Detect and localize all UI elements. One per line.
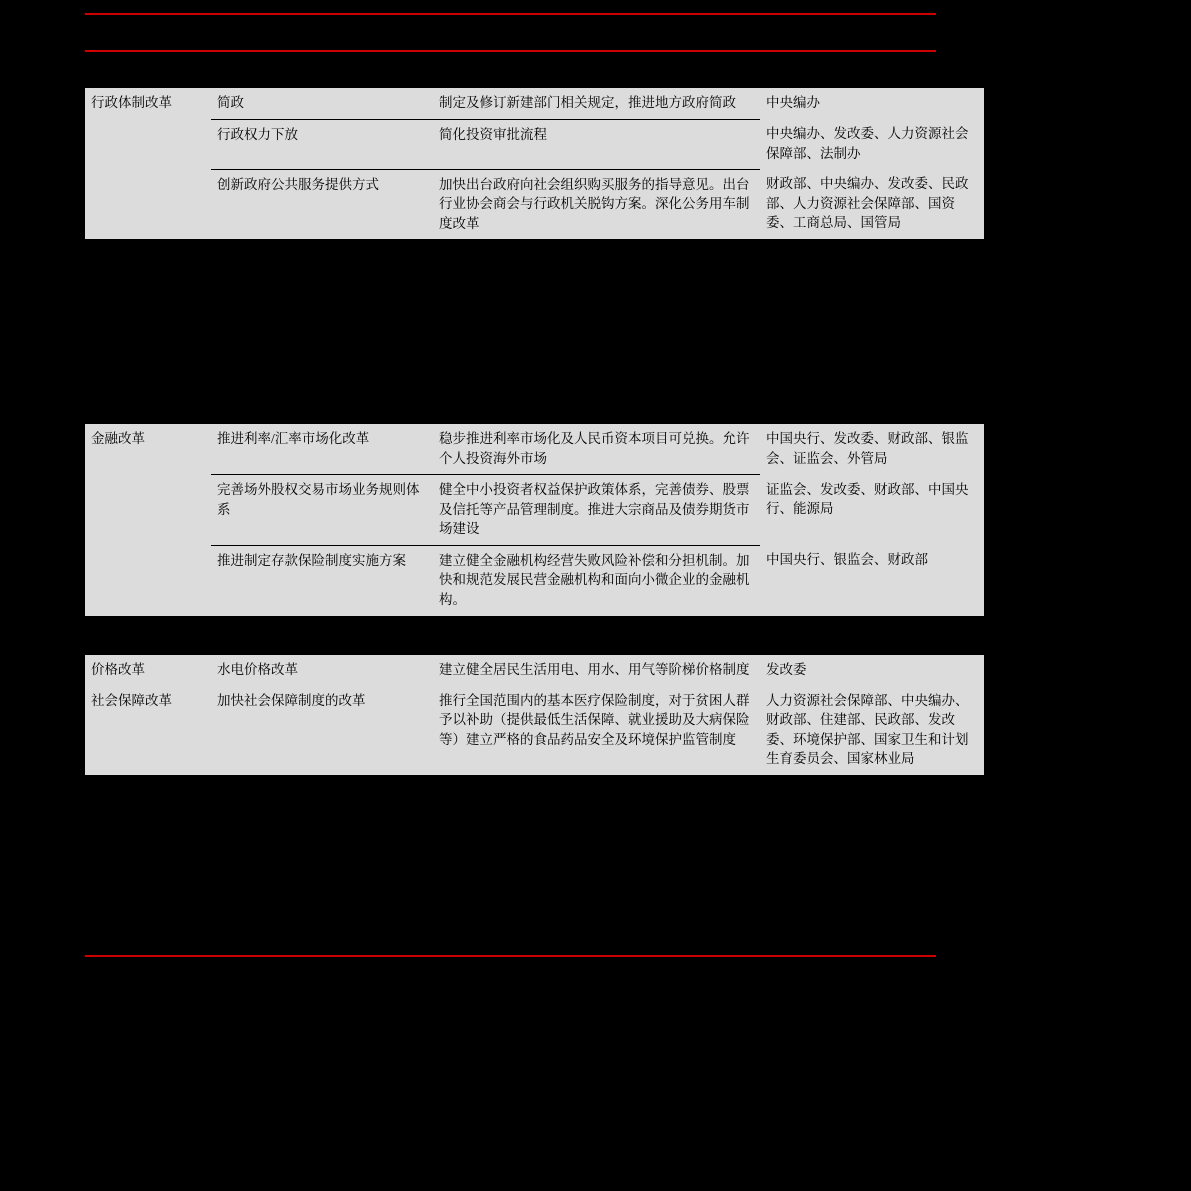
topic-cell: 简政	[217, 95, 244, 110]
content-cell: 建立健全居民生活用电、用水、用气等阶梯价格制度	[439, 662, 750, 677]
agency-cell: 证监会、发改委、财政部、中国央行、能源局	[766, 481, 969, 517]
category-cell: 社会保障改革	[91, 692, 172, 708]
agency-cell: 中国央行、银监会、财政部	[766, 552, 928, 568]
top-rule-secondary	[85, 50, 936, 52]
top-rule-primary	[85, 13, 936, 15]
content-cell: 加快出台政府向社会组织购买服务的指导意见。出台行业协会商会与行政机关脱钩方案。深化公务用车制度改革	[433, 169, 760, 239]
topic-cell: 加快社会保障制度的改革	[217, 692, 366, 708]
table-row	[85, 475, 984, 546]
divider-line	[199, 341, 936, 342]
agency-cell: 中央编办、发改委、人力资源社会保障部、法制办	[766, 126, 969, 161]
topic-cell: 水电价格改革	[217, 662, 298, 677]
table-row	[85, 424, 984, 475]
table-row	[85, 655, 984, 686]
table-financial-reform	[85, 424, 984, 616]
topic-cell: 推进利率/汇率市场化改革	[217, 431, 370, 446]
content-cell: 制定及修订新建部门相关规定，推进地方政府简政	[439, 95, 736, 110]
table-price-and-social-security-reform	[85, 655, 984, 775]
content-cell: 健全中小投资者权益保护政策体系，完善债券、股票及信托等产品管理制度。推进大宗商品及债券期货市场建设	[433, 475, 760, 546]
topic-cell: 创新政府公共服务提供方式	[211, 169, 433, 239]
table-row	[85, 169, 984, 239]
agency-cell: 发改委	[766, 662, 807, 677]
topic-cell: 完善场外股权交易市场业务规则体系	[211, 475, 433, 546]
content-cell: 推行全国范围内的基本医疗保险制度，对于贫困人群予以补助（提供最低生活保障、就业援助及大病保险等）建立严格的食品药品安全及环境保护监管制度	[439, 692, 750, 747]
category-cell: 金融改革	[91, 431, 145, 446]
topic-cell: 推进制定存款保险制度实施方案	[211, 545, 433, 615]
topic-cell: 行政权力下放	[211, 119, 433, 169]
agency-cell: 中央编办	[766, 95, 820, 110]
divider-line	[199, 298, 936, 299]
table-row	[85, 88, 984, 119]
divider-line	[199, 385, 936, 386]
bottom-rule	[85, 955, 936, 957]
agency-cell: 中国央行、发改委、财政部、银监会、证监会、外管局	[766, 431, 969, 466]
content-cell: 稳步推进利率市场化及人民币资本项目可兑换。允许个人投资海外市场	[439, 431, 750, 466]
table-row	[85, 686, 984, 775]
category-cell: 价格改革	[91, 662, 145, 677]
content-cell: 建立健全金融机构经营失败风险补偿和分担机制。加快和规范发展民营金融机构和面向小微企业的金融机构。	[433, 545, 760, 615]
agency-cell: 财政部、中央编办、发改委、民政部、人力资源社会保障部、国资委、工商总局、国管局	[766, 176, 969, 231]
table-row	[85, 545, 984, 615]
content-cell: 简化投资审批流程	[433, 119, 760, 169]
agency-cell: 人力资源社会保障部、中央编办、财政部、住建部、民政部、发改委、环境保护部、国家卫生和计划生育委员会、国家林业局	[766, 692, 969, 767]
category-cell: 行政体制改革	[91, 95, 172, 110]
table-administrative-reform	[85, 88, 984, 239]
table-row	[85, 119, 984, 169]
